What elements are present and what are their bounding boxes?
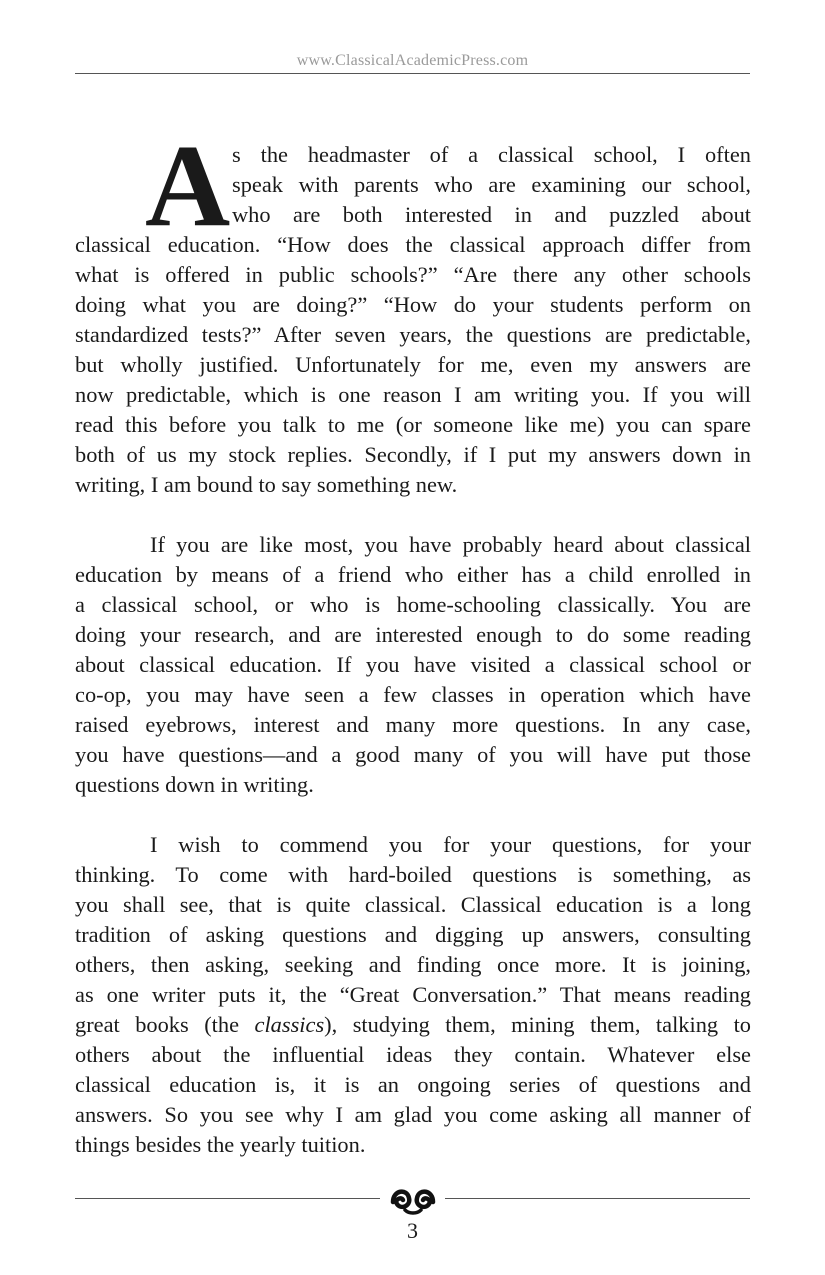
text-line: standardized tests?” After seven years, the questions are predictable, <box>75 322 751 347</box>
header-url: www.ClassicalAcademicPress.com <box>296 52 529 69</box>
text-line: as one writer puts it, the “Great Conversation.” That means reading <box>75 982 751 1007</box>
text-line: I wish to commend you for your questions, for your <box>150 832 751 857</box>
footer-divider <box>75 1176 750 1220</box>
text-line: If you are like most, you have probably heard about classical <box>150 532 751 557</box>
text-line: doing your research, and are interested enough to do some reading <box>75 622 751 647</box>
text-line: what is offered in public schools?” “Are there any other schools <box>75 262 751 287</box>
text-line: doing what you are doing?” “How do your students perform on <box>75 292 751 317</box>
text-line: others, then asking, seeking and finding once more. It is joining, <box>75 952 751 977</box>
footer-rule-right <box>445 1198 750 1199</box>
drop-cap: A <box>145 120 231 251</box>
text-line: classical education. “How does the classical approach differ from <box>75 232 751 257</box>
text-line: speak with parents who are examining our school, <box>232 172 751 197</box>
text-line: about classical education. If you have visited a classical school or <box>75 652 751 677</box>
fleuron-icon <box>387 1176 439 1220</box>
page-number: 3 <box>407 1218 418 1243</box>
text-line: but wholly justified. Unfortunately for me, even my answers are <box>75 352 751 377</box>
text-line: raised eyebrows, interest and many more questions. In any case, <box>75 712 751 737</box>
text-line: you have questions—and a good many of you will have put those <box>75 742 751 767</box>
text-line: classical education is, it is an ongoing series of questions and <box>75 1072 751 1097</box>
text-line: education by means of a friend who either has a child enrolled in <box>75 562 751 587</box>
text-line: writing, I am bound to say something new. <box>75 472 458 497</box>
text-line: co-op, you may have seen a few classes in operation which have <box>75 682 751 707</box>
text-run: great books (the <box>75 1012 255 1037</box>
paragraph-2 <box>75 530 751 800</box>
text-line: you shall see, that is quite classical. Classical education is a long <box>75 892 751 917</box>
text-line <box>75 1010 751 1040</box>
text-line: thinking. To come with hard-boiled questions is something, as <box>75 862 751 887</box>
text-line: things besides the yearly tuition. <box>75 1132 366 1157</box>
text-line: others about the influential ideas they contain. Whatever else <box>75 1042 751 1067</box>
text-line: who are both interested in and puzzled about <box>232 202 751 227</box>
text-line: s the headmaster of a classical school, I often <box>232 142 751 167</box>
paragraph-1 <box>75 120 751 500</box>
text-line: questions down in writing. <box>75 772 314 797</box>
body-text <box>75 120 751 1160</box>
text-line: tradition of asking questions and digging up answers, consulting <box>75 922 751 947</box>
text-line: a classical school, or who is home-schooling classically. You are <box>75 592 751 617</box>
text-line: read this before you talk to me (or someone like me) you can spare <box>75 412 751 437</box>
text-line: now predictable, which is one reason I am writing you. If you will <box>75 382 751 407</box>
paragraph-3 <box>75 830 751 1160</box>
text-run: ), studying them, mining them, talking to <box>324 1012 751 1037</box>
footer-rule-left <box>75 1198 380 1199</box>
italic-term: classics <box>254 1012 325 1037</box>
header-rule <box>75 73 750 74</box>
text-line: answers. So you see why I am glad you come asking all manner of <box>75 1102 751 1127</box>
text-line: both of us my stock replies. Secondly, if I put my answers down in <box>75 442 751 467</box>
